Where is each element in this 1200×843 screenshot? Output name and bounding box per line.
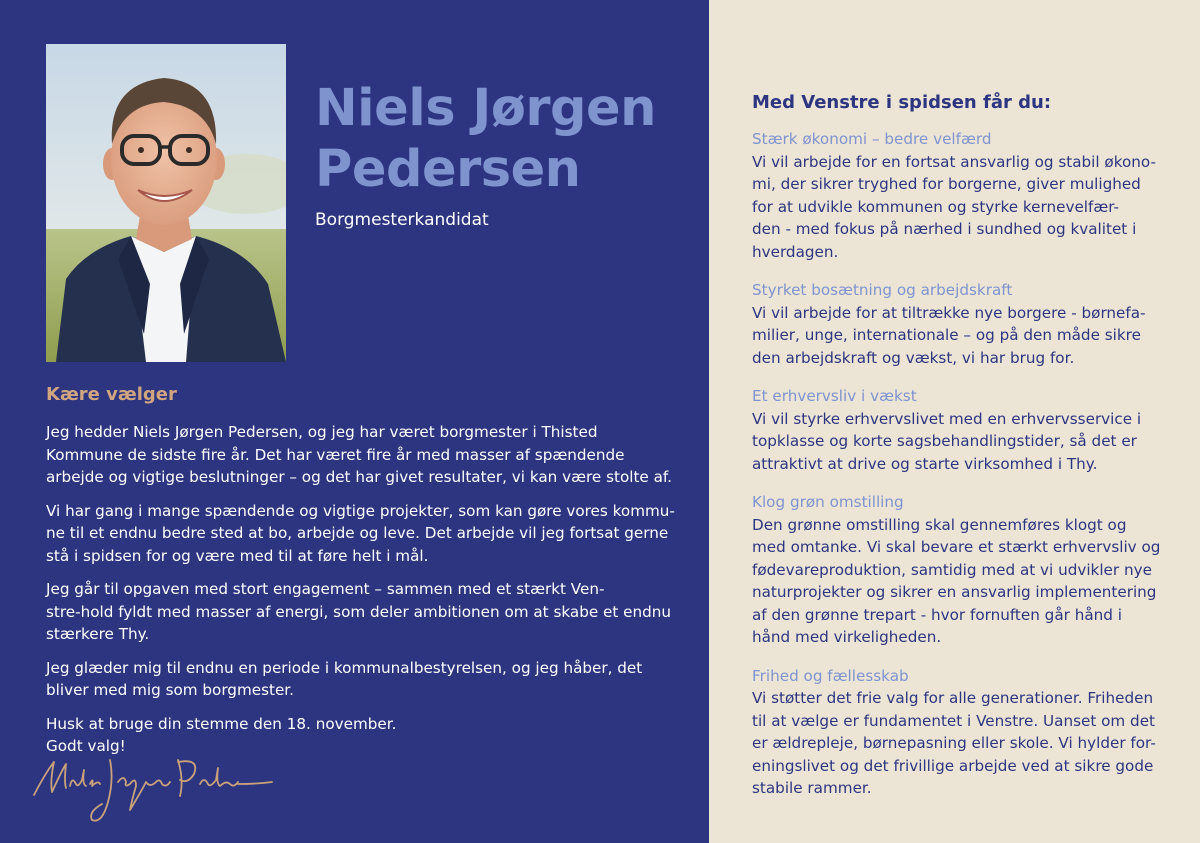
candidate-role: Borgmesterkandidat [315,210,489,230]
benefit-line: attraktivt at drive og starte virksomhed i Thy. [752,454,1098,473]
benefit-heading: Styrket bosætning og arbejdskraft [752,281,1013,299]
benefit-line: stabile rammer. [752,779,872,797]
benefit-line: med omtanke. Vi skal bevare et stærkt erhvervsliv og [752,538,1161,556]
letter-line: arbejde og vigtige beslutninger – og det har givet resultater, vi kan være stolte af. [46,468,672,486]
benefit-body [752,687,1172,800]
benefit-body [752,151,1172,264]
benefit-body [752,302,1172,370]
candidate-name [315,78,695,200]
benefit-heading: Klog grøn omstilling [752,493,904,511]
candidate-photo [46,44,286,362]
letter-line: Husk at bruge din stemme den 18. november. [46,714,397,733]
benefit-line: den - med fokus på nærhed i sundhed og kvalitet i [752,220,1137,238]
benefit-heading: Et erhvervsliv i vækst [752,387,917,405]
benefit-line: hånd med virkeligheden. [752,628,942,646]
letter-line: ne til et endnu bedre sted at bo, arbejde og leve. Det arbejde vil jeg fortsat gerne [46,524,669,542]
benefit-section [752,491,1172,649]
letter-body [46,421,696,769]
candidate-name-line-1: Niels Jørgen [315,79,656,138]
benefit-line: Den grønne omstilling skal gennemføres klogt og [752,515,1127,534]
benefits-title: Med Venstre i spidsen får du: [752,92,1052,113]
benefit-section [752,279,1172,369]
benefit-line: mi, der sikrer tryghed for borgerne, giver mulighed [752,175,1141,193]
letter-line: Vi har gang i mange spændende og vigtige projekter, som kan gøre vores kommu- [46,501,675,520]
benefit-line: hverdagen. [752,242,839,261]
letter-paragraph [46,421,696,489]
letter-paragraph [46,657,696,702]
benefit-line: den arbejdskraft og vækst, vi har brug for. [752,348,1075,367]
benefit-body [752,514,1172,649]
benefit-line: til at vælge er fundamentet i Venstre. Uanset om det [752,711,1155,730]
benefit-line: Vi vil arbejde for en fortsat ansvarlig og stabil økono- [752,152,1156,171]
benefit-line: Vi vil arbejde for at tiltrække nye borgere - børnefa- [752,303,1146,322]
benefit-section [752,665,1172,800]
benefit-section [752,128,1172,263]
benefit-line: naturprojekter og sikrer en ansvarlig implementering [752,583,1157,601]
benefit-line: for at udvikle kommunen og styrke kernevelfær- [752,197,1120,216]
letter-line: stå i spidsen for og være med til at føre helt i mål. [46,546,429,565]
benefit-line: er ældrepleje, børnepasning eller skole. Vi hylder for- [752,734,1156,752]
benefit-line: Vi støtter det frie valg for alle generationer. Friheden [752,689,1154,707]
letter-line: stre-hold fyldt med masser af energi, som deler ambitionen om at skabe et endnu [46,602,672,621]
benefit-line: Vi vil styrke erhvervslivet med en erhvervsservice i [752,409,1142,428]
benefit-body [752,408,1172,476]
letter-greeting: Kære vælger [46,384,177,405]
letter-paragraph [46,500,696,568]
benefit-section [752,385,1172,475]
letter-line: Kommune de sidste fire år. Det har været fire år med masser af spændende [46,445,625,464]
benefit-line: topklasse og korte sagsbehandlingstider, så det er [752,432,1137,450]
benefit-line: fødevareproduktion, samtidig med at vi udvikler nye [752,560,1152,579]
benefit-heading: Stærk økonomi – bedre velfærd [752,130,992,148]
handwritten-signature [32,740,277,830]
benefit-line: af den grønne trepart - hvor fornuften går hånd i [752,605,1122,624]
candidate-name-line-2: Pedersen [315,140,581,199]
letter-line: Jeg går til opgaven med stort engagement – sammen med et stærkt Ven- [46,580,605,598]
benefit-line: milier, unge, internationale – og på den måde sikre [752,326,1141,344]
letter-line: Jeg glæder mig til endnu en periode i kommunalbestyrelsen, og jeg håber, det [46,658,643,677]
benefit-line: eningslivet og det frivillige arbejde ved at sikre gode [752,756,1154,775]
letter-line: Jeg hedder Niels Jørgen Pedersen, og jeg har været borgmester i Thisted [46,423,598,441]
letter-line: stærkere Thy. [46,625,150,643]
letter-line: Godt valg! [46,737,126,755]
benefit-heading: Frihed og fællesskab [752,666,909,685]
letter-line: bliver med mig som borgmester. [46,681,294,699]
benefits-sections [752,128,1172,816]
letter-paragraph [46,578,696,646]
